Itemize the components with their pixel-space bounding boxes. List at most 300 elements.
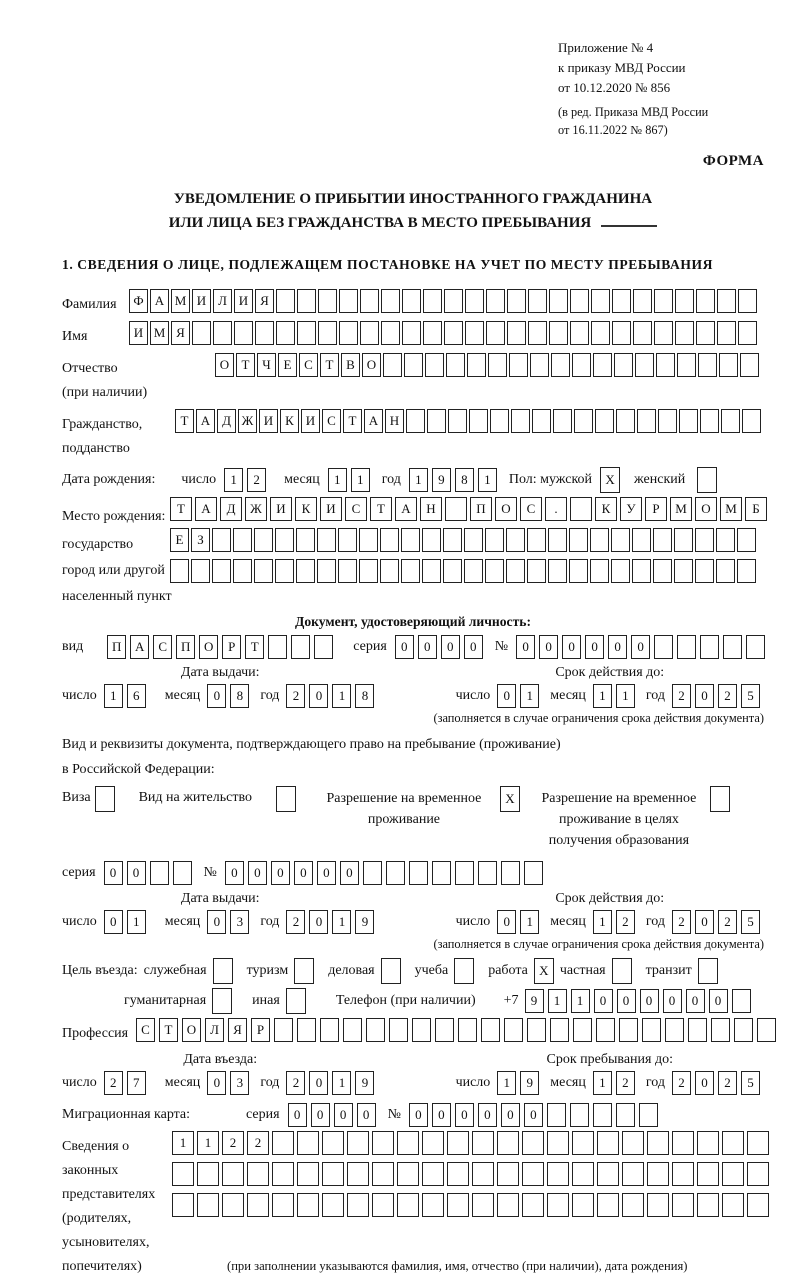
char-box[interactable] [547, 1103, 566, 1127]
char-box[interactable] [404, 353, 423, 377]
char-box[interactable] [338, 559, 357, 583]
char-box[interactable]: Т [236, 353, 255, 377]
char-box[interactable]: . [545, 497, 567, 521]
char-box[interactable] [612, 321, 631, 345]
char-box[interactable]: 1 [571, 989, 590, 1013]
char-box[interactable] [622, 1131, 644, 1155]
char-box[interactable]: 1 [127, 910, 146, 934]
char-box[interactable] [359, 559, 378, 583]
char-box[interactable]: 1 [520, 684, 539, 708]
char-box[interactable] [296, 528, 315, 552]
char-box[interactable]: Л [205, 1018, 224, 1042]
char-box[interactable] [497, 1193, 519, 1217]
char-box[interactable] [504, 1018, 523, 1042]
char-box[interactable] [757, 1018, 776, 1042]
char-box[interactable]: Я [255, 289, 274, 313]
char-box[interactable] [422, 1193, 444, 1217]
char-box[interactable] [528, 321, 547, 345]
char-box[interactable] [192, 321, 211, 345]
char-box[interactable] [386, 861, 405, 885]
char-box[interactable] [234, 321, 253, 345]
char-box[interactable] [653, 559, 672, 583]
char-box[interactable]: 8 [355, 684, 374, 708]
purpose-commercial-checkbox[interactable] [381, 958, 401, 984]
char-box[interactable] [722, 1162, 744, 1186]
char-box[interactable]: О [199, 635, 218, 659]
char-box[interactable]: 0 [695, 1071, 714, 1095]
char-box[interactable] [548, 528, 567, 552]
char-box[interactable]: 0 [686, 989, 705, 1013]
char-box[interactable]: Т [245, 635, 264, 659]
char-box[interactable] [737, 528, 756, 552]
char-box[interactable] [406, 409, 425, 433]
char-box[interactable] [611, 559, 630, 583]
char-box[interactable] [700, 635, 719, 659]
char-box[interactable] [222, 1193, 244, 1217]
char-box[interactable] [172, 1162, 194, 1186]
char-box[interactable]: 2 [718, 684, 737, 708]
char-box[interactable] [322, 1131, 344, 1155]
char-box[interactable] [254, 528, 273, 552]
char-box[interactable]: 2 [286, 1071, 305, 1095]
residence-permit-checkbox[interactable] [276, 786, 296, 812]
char-box[interactable] [320, 1018, 339, 1042]
char-box[interactable] [247, 1193, 269, 1217]
char-box[interactable] [485, 528, 504, 552]
char-box[interactable]: 1 [332, 1071, 351, 1095]
char-box[interactable] [722, 1131, 744, 1155]
char-box[interactable] [254, 559, 273, 583]
char-box[interactable] [423, 289, 442, 313]
char-box[interactable]: 3 [230, 1071, 249, 1095]
char-box[interactable]: 1 [104, 684, 123, 708]
char-box[interactable] [698, 353, 717, 377]
char-box[interactable]: 1 [593, 1071, 612, 1095]
char-box[interactable] [635, 353, 654, 377]
char-box[interactable] [422, 559, 441, 583]
char-box[interactable] [746, 635, 765, 659]
char-box[interactable]: 1 [328, 468, 347, 492]
char-box[interactable] [297, 1193, 319, 1217]
char-box[interactable]: Т [159, 1018, 178, 1042]
purpose-study-checkbox[interactable] [454, 958, 474, 984]
temp-residence-edu-checkbox[interactable] [710, 786, 730, 812]
char-box[interactable] [339, 321, 358, 345]
char-box[interactable] [524, 861, 543, 885]
char-box[interactable] [590, 559, 609, 583]
char-box[interactable]: 0 [294, 861, 313, 885]
char-box[interactable]: 1 [409, 468, 428, 492]
char-box[interactable]: 0 [104, 861, 123, 885]
char-box[interactable]: С [299, 353, 318, 377]
char-box[interactable] [547, 1193, 569, 1217]
char-box[interactable] [464, 528, 483, 552]
char-box[interactable]: Н [420, 497, 442, 521]
char-box[interactable]: И [192, 289, 211, 313]
char-box[interactable]: 1 [332, 910, 351, 934]
purpose-work-checkbox[interactable]: X [534, 958, 554, 984]
char-box[interactable] [212, 559, 231, 583]
char-box[interactable]: 9 [355, 1071, 374, 1095]
char-box[interactable] [596, 1018, 615, 1042]
char-box[interactable] [632, 559, 651, 583]
char-box[interactable]: Л [213, 289, 232, 313]
char-box[interactable]: С [153, 635, 172, 659]
char-box[interactable] [674, 528, 693, 552]
char-box[interactable]: И [259, 409, 278, 433]
char-box[interactable]: С [136, 1018, 155, 1042]
char-box[interactable] [317, 559, 336, 583]
char-box[interactable] [549, 289, 568, 313]
char-box[interactable]: 2 [672, 910, 691, 934]
char-box[interactable] [276, 289, 295, 313]
char-box[interactable] [532, 409, 551, 433]
char-box[interactable] [276, 321, 295, 345]
char-box[interactable]: О [362, 353, 381, 377]
char-box[interactable] [222, 1162, 244, 1186]
char-box[interactable] [490, 409, 509, 433]
char-box[interactable] [443, 559, 462, 583]
char-box[interactable] [372, 1193, 394, 1217]
char-box[interactable]: О [182, 1018, 201, 1042]
char-box[interactable]: А [395, 497, 417, 521]
char-box[interactable]: 0 [562, 635, 581, 659]
char-box[interactable] [549, 321, 568, 345]
char-box[interactable]: 6 [127, 684, 146, 708]
char-box[interactable] [486, 321, 505, 345]
char-box[interactable] [511, 409, 530, 433]
char-box[interactable] [695, 528, 714, 552]
char-box[interactable]: 5 [741, 684, 760, 708]
char-box[interactable]: 1 [224, 468, 243, 492]
char-box[interactable]: 0 [409, 1103, 428, 1127]
char-box[interactable] [472, 1193, 494, 1217]
char-box[interactable] [401, 559, 420, 583]
char-box[interactable] [597, 1193, 619, 1217]
char-box[interactable] [507, 289, 526, 313]
char-box[interactable] [573, 1018, 592, 1042]
char-box[interactable] [272, 1193, 294, 1217]
char-box[interactable] [170, 559, 189, 583]
char-box[interactable] [397, 1193, 419, 1217]
char-box[interactable]: 2 [616, 910, 635, 934]
temp-residence-checkbox[interactable]: X [500, 786, 520, 812]
char-box[interactable]: 2 [286, 684, 305, 708]
char-box[interactable] [695, 559, 714, 583]
char-box[interactable]: 0 [207, 684, 226, 708]
char-box[interactable] [322, 1162, 344, 1186]
char-box[interactable] [553, 409, 572, 433]
char-box[interactable] [272, 1162, 294, 1186]
char-box[interactable] [150, 861, 169, 885]
char-box[interactable]: М [171, 289, 190, 313]
char-box[interactable]: 0 [418, 635, 437, 659]
char-box[interactable] [297, 1162, 319, 1186]
char-box[interactable]: 1 [332, 684, 351, 708]
char-box[interactable]: 0 [309, 1071, 328, 1095]
char-box[interactable] [722, 1193, 744, 1217]
char-box[interactable]: 0 [309, 910, 328, 934]
char-box[interactable] [506, 528, 525, 552]
char-box[interactable] [360, 321, 379, 345]
char-box[interactable]: М [150, 321, 169, 345]
char-box[interactable] [639, 1103, 658, 1127]
char-box[interactable]: Р [251, 1018, 270, 1042]
char-box[interactable] [654, 321, 673, 345]
char-box[interactable] [593, 1103, 612, 1127]
char-box[interactable] [677, 353, 696, 377]
char-box[interactable]: А [150, 289, 169, 313]
char-box[interactable]: 2 [104, 1071, 123, 1095]
char-box[interactable]: К [295, 497, 317, 521]
char-box[interactable]: 0 [127, 861, 146, 885]
char-box[interactable]: Т [170, 497, 192, 521]
char-box[interactable] [570, 321, 589, 345]
char-box[interactable]: Ж [238, 409, 257, 433]
purpose-tourism-checkbox[interactable] [294, 958, 314, 984]
char-box[interactable]: 9 [432, 468, 451, 492]
char-box[interactable]: В [341, 353, 360, 377]
char-box[interactable] [622, 1193, 644, 1217]
char-box[interactable]: 0 [104, 910, 123, 934]
char-box[interactable] [696, 321, 715, 345]
char-box[interactable] [401, 528, 420, 552]
char-box[interactable]: С [322, 409, 341, 433]
char-box[interactable]: С [345, 497, 367, 521]
char-box[interactable] [447, 1193, 469, 1217]
char-box[interactable]: 2 [247, 1131, 269, 1155]
char-box[interactable] [700, 409, 719, 433]
char-box[interactable] [372, 1162, 394, 1186]
char-box[interactable]: 9 [520, 1071, 539, 1095]
char-box[interactable]: 9 [355, 910, 374, 934]
char-box[interactable] [672, 1131, 694, 1155]
char-box[interactable] [591, 321, 610, 345]
char-box[interactable] [383, 353, 402, 377]
char-box[interactable]: 0 [608, 635, 627, 659]
char-box[interactable] [570, 289, 589, 313]
char-box[interactable] [297, 1018, 316, 1042]
char-box[interactable]: 1 [197, 1131, 219, 1155]
purpose-humanitarian-checkbox[interactable] [212, 988, 232, 1014]
char-box[interactable] [654, 635, 673, 659]
sex-female-checkbox[interactable] [697, 467, 717, 493]
char-box[interactable]: Е [278, 353, 297, 377]
char-box[interactable]: 0 [539, 635, 558, 659]
char-box[interactable] [501, 861, 520, 885]
char-box[interactable] [173, 861, 192, 885]
char-box[interactable] [402, 321, 421, 345]
char-box[interactable] [747, 1131, 769, 1155]
char-box[interactable]: 0 [497, 684, 516, 708]
char-box[interactable]: С [520, 497, 542, 521]
char-box[interactable] [675, 289, 694, 313]
char-box[interactable] [717, 321, 736, 345]
char-box[interactable] [732, 989, 751, 1013]
char-box[interactable]: Ч [257, 353, 276, 377]
char-box[interactable] [366, 1018, 385, 1042]
char-box[interactable]: 8 [455, 468, 474, 492]
char-box[interactable] [275, 559, 294, 583]
char-box[interactable]: А [195, 497, 217, 521]
char-box[interactable] [363, 861, 382, 885]
char-box[interactable]: Р [645, 497, 667, 521]
char-box[interactable] [314, 635, 333, 659]
char-box[interactable] [467, 353, 486, 377]
char-box[interactable]: Б [745, 497, 767, 521]
char-box[interactable] [619, 1018, 638, 1042]
char-box[interactable] [318, 289, 337, 313]
char-box[interactable]: 0 [288, 1103, 307, 1127]
char-box[interactable] [677, 635, 696, 659]
visa-checkbox[interactable] [95, 786, 115, 812]
char-box[interactable]: О [495, 497, 517, 521]
char-box[interactable]: 8 [230, 684, 249, 708]
char-box[interactable] [721, 409, 740, 433]
purpose-business-checkbox[interactable] [213, 958, 233, 984]
char-box[interactable] [569, 559, 588, 583]
char-box[interactable] [339, 289, 358, 313]
char-box[interactable] [597, 1131, 619, 1155]
char-box[interactable]: 0 [395, 635, 414, 659]
char-box[interactable] [572, 1162, 594, 1186]
char-box[interactable] [747, 1162, 769, 1186]
char-box[interactable] [593, 353, 612, 377]
char-box[interactable]: Н [385, 409, 404, 433]
char-box[interactable] [654, 289, 673, 313]
char-box[interactable]: 0 [640, 989, 659, 1013]
char-box[interactable]: 0 [357, 1103, 376, 1127]
char-box[interactable] [497, 1162, 519, 1186]
char-box[interactable]: 0 [594, 989, 613, 1013]
char-box[interactable]: 0 [271, 861, 290, 885]
char-box[interactable]: И [270, 497, 292, 521]
char-box[interactable]: К [280, 409, 299, 433]
char-box[interactable] [213, 321, 232, 345]
char-box[interactable]: О [215, 353, 234, 377]
char-box[interactable] [697, 1193, 719, 1217]
char-box[interactable] [716, 559, 735, 583]
char-box[interactable] [696, 289, 715, 313]
char-box[interactable]: И [301, 409, 320, 433]
char-box[interactable] [738, 289, 757, 313]
char-box[interactable] [381, 289, 400, 313]
char-box[interactable] [458, 1018, 477, 1042]
char-box[interactable]: 2 [718, 910, 737, 934]
char-box[interactable]: 0 [585, 635, 604, 659]
char-box[interactable] [717, 289, 736, 313]
char-box[interactable] [569, 528, 588, 552]
char-box[interactable] [572, 1193, 594, 1217]
char-box[interactable] [614, 353, 633, 377]
char-box[interactable]: Е [170, 528, 189, 552]
char-box[interactable] [547, 1131, 569, 1155]
char-box[interactable] [247, 1162, 269, 1186]
char-box[interactable] [590, 528, 609, 552]
char-box[interactable]: 2 [718, 1071, 737, 1095]
char-box[interactable]: 2 [247, 468, 266, 492]
char-box[interactable] [647, 1193, 669, 1217]
char-box[interactable]: 0 [709, 989, 728, 1013]
char-box[interactable] [432, 861, 451, 885]
char-box[interactable]: 5 [741, 1071, 760, 1095]
char-box[interactable] [737, 559, 756, 583]
char-box[interactable]: 7 [127, 1071, 146, 1095]
char-box[interactable] [485, 559, 504, 583]
char-box[interactable] [642, 1018, 661, 1042]
char-box[interactable] [522, 1162, 544, 1186]
char-box[interactable] [447, 1131, 469, 1155]
char-box[interactable] [469, 409, 488, 433]
char-box[interactable] [570, 497, 592, 521]
char-box[interactable] [448, 409, 467, 433]
char-box[interactable]: Я [171, 321, 190, 345]
char-box[interactable]: М [720, 497, 742, 521]
char-box[interactable] [486, 289, 505, 313]
char-box[interactable]: 0 [317, 861, 336, 885]
purpose-other-checkbox[interactable] [286, 988, 306, 1014]
char-box[interactable]: 2 [672, 1071, 691, 1095]
char-box[interactable]: 0 [663, 989, 682, 1013]
char-box[interactable] [212, 528, 231, 552]
char-box[interactable] [233, 559, 252, 583]
char-box[interactable]: З [191, 528, 210, 552]
char-box[interactable]: 0 [524, 1103, 543, 1127]
char-box[interactable] [522, 1131, 544, 1155]
char-box[interactable] [647, 1162, 669, 1186]
char-box[interactable]: Ж [245, 497, 267, 521]
char-box[interactable] [572, 353, 591, 377]
char-box[interactable] [397, 1162, 419, 1186]
char-box[interactable] [322, 1193, 344, 1217]
char-box[interactable] [255, 321, 274, 345]
char-box[interactable] [509, 353, 528, 377]
char-box[interactable]: 0 [478, 1103, 497, 1127]
char-box[interactable] [427, 409, 446, 433]
char-box[interactable]: А [364, 409, 383, 433]
char-box[interactable]: 2 [672, 684, 691, 708]
char-box[interactable]: Я [228, 1018, 247, 1042]
char-box[interactable] [595, 409, 614, 433]
char-box[interactable]: 9 [525, 989, 544, 1013]
char-box[interactable] [572, 1131, 594, 1155]
char-box[interactable] [528, 289, 547, 313]
char-box[interactable] [274, 1018, 293, 1042]
char-box[interactable]: И [320, 497, 342, 521]
char-box[interactable]: 0 [501, 1103, 520, 1127]
char-box[interactable] [297, 321, 316, 345]
char-box[interactable] [574, 409, 593, 433]
char-box[interactable] [506, 559, 525, 583]
char-box[interactable]: Т [370, 497, 392, 521]
char-box[interactable] [472, 1131, 494, 1155]
char-box[interactable] [697, 1131, 719, 1155]
char-box[interactable] [711, 1018, 730, 1042]
char-box[interactable]: П [176, 635, 195, 659]
char-box[interactable] [478, 861, 497, 885]
char-box[interactable] [548, 559, 567, 583]
char-box[interactable] [633, 321, 652, 345]
char-box[interactable]: А [130, 635, 149, 659]
char-box[interactable] [527, 559, 546, 583]
char-box[interactable] [481, 1018, 500, 1042]
char-box[interactable] [233, 528, 252, 552]
char-box[interactable]: Т [175, 409, 194, 433]
char-box[interactable]: Т [343, 409, 362, 433]
char-box[interactable] [734, 1018, 753, 1042]
char-box[interactable]: 1 [478, 468, 497, 492]
char-box[interactable] [570, 1103, 589, 1127]
